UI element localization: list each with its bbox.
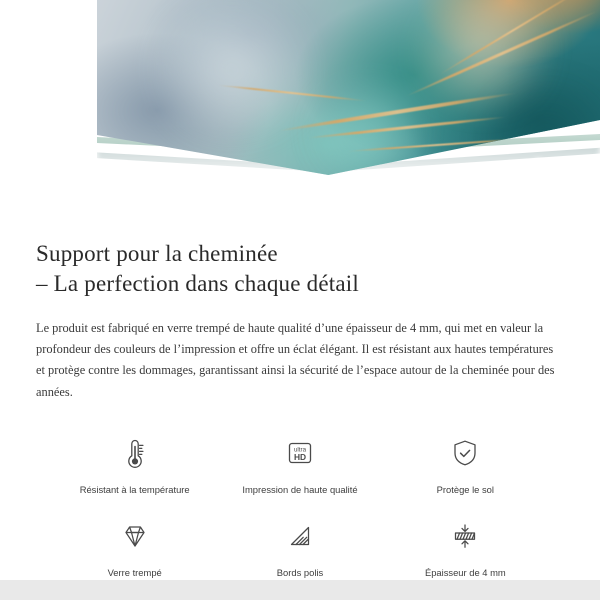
diamond-icon — [113, 514, 157, 558]
svg-text:HD: HD — [293, 451, 307, 462]
sparkle-icon — [521, 161, 555, 195]
thickness-4mm-icon — [443, 514, 487, 558]
feature-label: Bords polis — [276, 567, 324, 579]
page-title-line-1: Support pour la cheminée — [36, 241, 278, 266]
content-area — [0, 239, 600, 583]
feature-label: Verre trempé — [107, 567, 162, 579]
shield-check-icon — [443, 431, 487, 475]
polished-edges-icon — [278, 514, 322, 558]
feature-item-print-quality — [217, 425, 382, 500]
feature-item-tempered-glass — [52, 508, 217, 583]
feature-item-thickness — [383, 508, 548, 583]
feature-label: Épaisseur de 4 mm — [424, 567, 506, 579]
page-title-line-2: – La perfection dans chaque détail — [36, 271, 359, 297]
page-title — [36, 239, 564, 300]
footer-bar — [0, 580, 600, 600]
feature-label: Résistant à la température — [79, 484, 190, 496]
svg-text:ultra: ultra — [293, 446, 307, 454]
feature-item-temperature — [52, 425, 217, 500]
feature-grid — [36, 425, 564, 583]
feature-label: Impression de haute qualité — [242, 484, 358, 496]
hero-image-inner — [0, 0, 600, 215]
feature-item-polished-edges — [217, 508, 382, 583]
thermometer-icon — [113, 431, 157, 475]
hero-image — [0, 0, 600, 215]
ultra-hd-icon — [278, 431, 322, 475]
body-paragraph: Le produit est fabriqué en verre trempé de haute qualité d’une épaisseur de 4 mm, qui met en valeur la profondeur des couleurs de l’impression et offre un éclat élégant. Il est résistant aux hautes températures et protège contre les dommages, garantissant ainsi la sécurité de l’espace autour de la cheminée pour des années. — [36, 320, 555, 399]
glass-panel-artwork — [97, 0, 600, 210]
feature-item-floor-protection — [383, 425, 548, 500]
feature-label: Protège le sol — [436, 484, 494, 496]
